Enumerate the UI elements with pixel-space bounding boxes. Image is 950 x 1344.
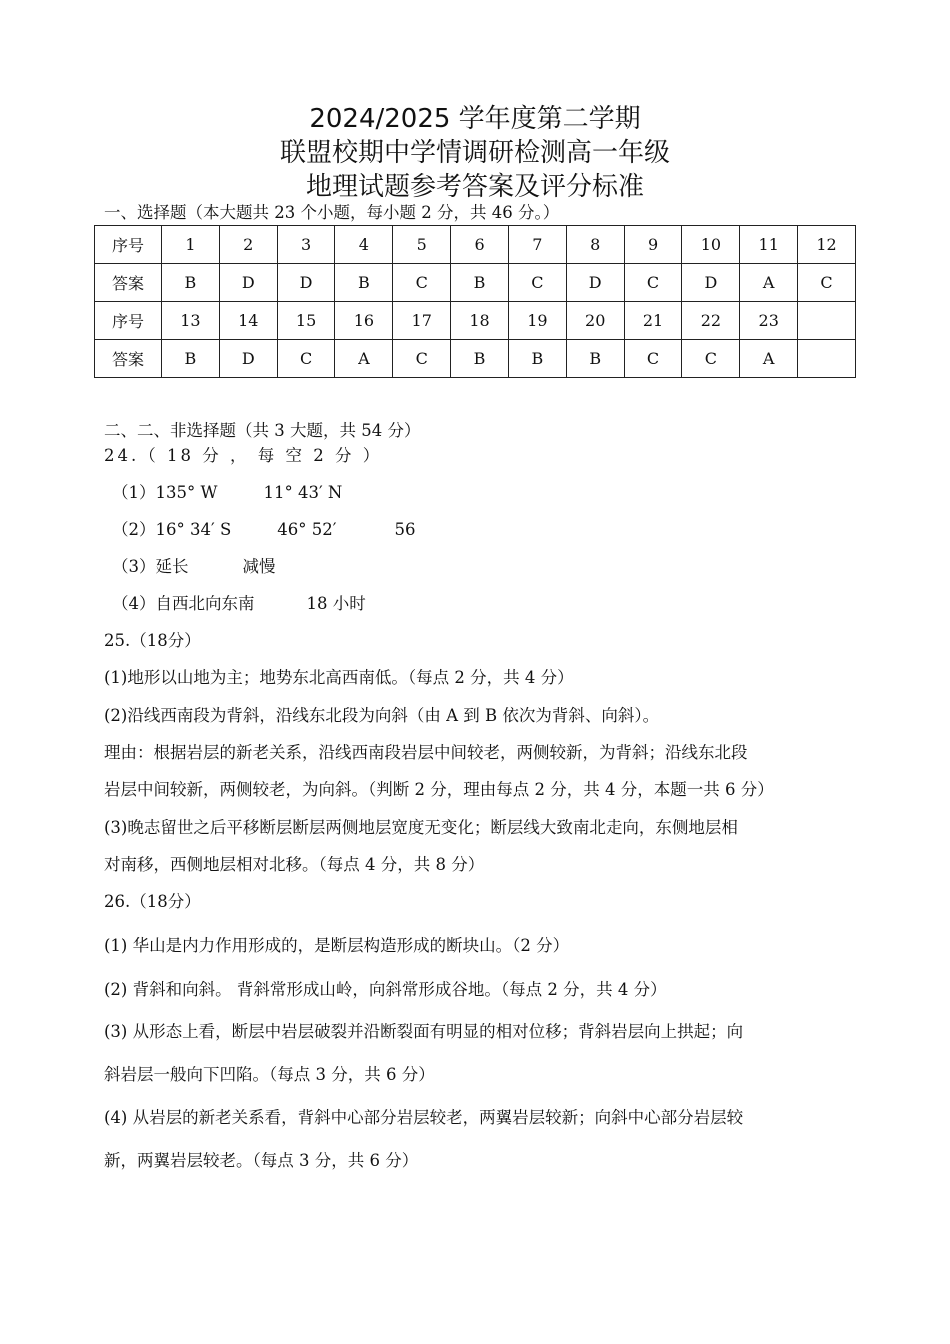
doc-title-line2: 联盟校期中学情调研检测高一年级 [279,138,670,168]
table-cell: B [566,340,624,378]
table-cell: 5 [393,226,451,264]
table-row [95,302,856,340]
q24-part2-a: （2）16° 34′ S [112,520,232,539]
table-cell: 17 [393,302,451,340]
table-cell: B [451,340,509,378]
q24-part1 [112,482,342,504]
table-cell: C [624,340,682,378]
table-cell: 1 [162,226,220,264]
q24-part1-a: （1）135° W [112,483,218,502]
q26-header: 26.（18分） [104,892,201,911]
table-cell: A [740,340,798,378]
table-cell: 3 [277,226,335,264]
table-cell: A [740,264,798,302]
table-cell: B [451,264,509,302]
table-cell: 9 [624,226,682,264]
doc-title-line1: 2024/2025 学年度第二学期 [309,104,641,134]
table-cell: C [393,340,451,378]
table-cell: 12 [798,226,856,264]
table-cell: C [508,264,566,302]
table-cell: C [624,264,682,302]
table-cell: 8 [566,226,624,264]
table-cell: C [393,264,451,302]
q24-part3-a: （3）延长 [112,557,189,576]
table-row [95,264,856,302]
q24-part2 [112,519,416,541]
q24-part1-b: 11° 43′ N [263,483,343,502]
q24-part4-a: （4）自西北向东南 [112,594,255,613]
q24-part4-b: 18 小时 [306,594,366,613]
q25-reason-line1: 理由：根据岩层的新老关系，沿线西南段岩层中间较老，两侧较新，为背斜；沿线东北段 [104,743,748,762]
q24-part3 [112,556,276,578]
table-cell: 4 [335,226,393,264]
table-cell: 18 [451,302,509,340]
q24-part4 [112,593,366,615]
q26-part4-line2: 新，两翼岩层较老。（每点 3 分，共 6 分） [104,1151,419,1170]
table-cell: D [219,264,277,302]
table-cell: C [682,340,740,378]
q24-part2-b: 46° 52′ [277,520,337,539]
table-cell: 15 [277,302,335,340]
table-cell: 14 [219,302,277,340]
q26-part2: (2) 背斜和向斜。 背斜常形成山岭，向斜常形成谷地。（每点 2 分，共 4 分） [104,980,667,999]
section1-heading: 一、选择题（本大题共 23 个小题，每小题 2 分，共 46 分。） [104,203,560,222]
table-cell: 23 [740,302,798,340]
q26-part3-line1: (3) 从形态上看，断层中岩层破裂并沿断裂面有明显的相对位移；背斜岩层向上拱起；向 [104,1022,744,1041]
table-row [95,340,856,378]
table-cell: C [277,340,335,378]
q25-part3-line2: 对南移，西侧地层相对北移。（每点 4 分，共 8 分） [104,855,485,874]
table-cell: 10 [682,226,740,264]
q24-part2-c: 56 [394,520,416,539]
table-cell: D [219,340,277,378]
table-cell: A [335,340,393,378]
table-cell: B [508,340,566,378]
table-cell: 13 [162,302,220,340]
table-cell: D [682,264,740,302]
table-row-label: 序号 [95,226,162,264]
table-cell: 20 [566,302,624,340]
q24-header: 24.（ 18 分 ， 每 空 2 分 ） [104,446,383,465]
doc-title-line3: 地理试题参考答案及评分标准 [305,172,644,202]
table-cell: 7 [508,226,566,264]
table-cell: B [162,264,220,302]
table-cell: C [798,264,856,302]
table-cell [798,340,856,378]
q25-part2: (2)沿线西南段为背斜，沿线东北段为向斜（由 A 到 B 依次为背斜、向斜）。 [104,706,660,725]
table-cell [798,302,856,340]
table-row [95,226,856,264]
table-cell: B [162,340,220,378]
table-cell: 21 [624,302,682,340]
table-cell: 16 [335,302,393,340]
q25-header: 25.（18分） [104,631,201,650]
answer-table [94,225,856,378]
q26-part3-line2: 斜岩层一般向下凹陷。（每点 3 分，共 6 分） [104,1065,435,1084]
q25-part3-line1: (3)晚志留世之后平移断层断层两侧地层宽度无变化；断层线大致南北走向，东侧地层相 [104,818,738,837]
section2-heading: 二、二、非选择题（共 3 大题，共 54 分） [104,421,421,440]
table-cell: 22 [682,302,740,340]
table-row-label: 答案 [95,340,162,378]
table-cell: 2 [219,226,277,264]
q25-part1: (1)地形以山地为主；地势东北高西南低。（每点 2 分，共 4 分） [104,668,574,687]
table-cell: D [566,264,624,302]
q26-part1: (1) 华山是内力作用形成的，是断层构造形成的断块山。（2 分） [104,936,570,955]
q25-reason-line2: 岩层中间较新，两侧较老，为向斜。（判断 2 分，理由每点 2 分，共 4 分，本题一共 6 分） [104,780,774,799]
table-cell: B [335,264,393,302]
table-row-label: 序号 [95,302,162,340]
q26-part4-line1: (4) 从岩层的新老关系看，背斜中心部分岩层较老，两翼岩层较新；向斜中心部分岩层较 [104,1108,744,1127]
q24-part3-b: 减慢 [242,557,276,576]
table-row-label: 答案 [95,264,162,302]
table-cell: 11 [740,226,798,264]
table-cell: 19 [508,302,566,340]
table-cell: D [277,264,335,302]
table-cell: 6 [451,226,509,264]
